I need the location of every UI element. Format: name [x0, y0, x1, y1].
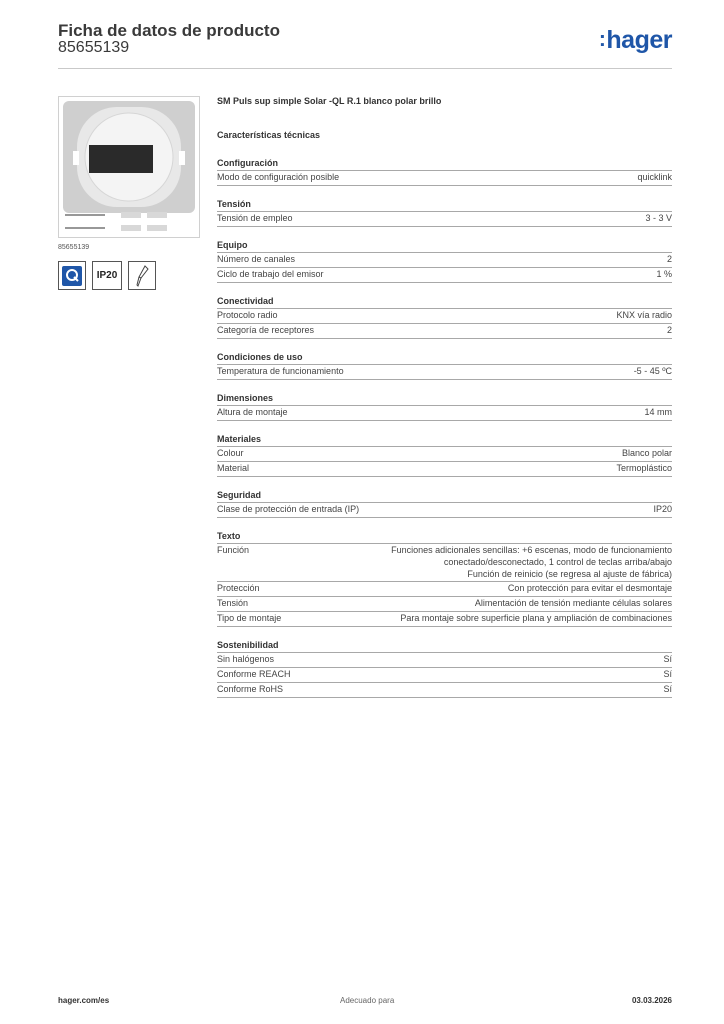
spec-value: Sí	[663, 654, 672, 664]
section-title: Condiciones de uso	[217, 352, 303, 362]
spec-value: Alimentación de tensión mediante células solares	[474, 598, 672, 608]
spec-row	[217, 611, 672, 627]
spec-value: 2	[666, 325, 672, 335]
spec-row	[217, 252, 672, 267]
spec-key: Función	[217, 545, 250, 555]
product-code-label: 85655139	[58, 244, 90, 251]
spec-value: 3 - 3 V	[645, 213, 672, 223]
spec-row	[217, 364, 672, 380]
spec-value: Sí	[663, 669, 672, 679]
quicklink-badge-icon	[58, 261, 86, 290]
section-title: Dimensiones	[217, 393, 274, 403]
spec-key: Número de canales	[217, 254, 296, 264]
spec-value: Termoplástico	[616, 463, 672, 473]
spec-key: Altura de montaje	[217, 407, 288, 417]
spec-key: Protección	[217, 583, 260, 593]
spec-row	[217, 667, 672, 682]
spec-value	[259, 544, 672, 581]
ip20-badge: IP20	[92, 261, 122, 290]
spec-key: Protocolo radio	[217, 310, 278, 320]
spec-row	[217, 461, 672, 477]
spec-section	[217, 239, 672, 283]
spec-value: Para montaje sobre superficie plana y ampliación de combinaciones	[400, 613, 672, 623]
spec-value-line: Función de reinicio (se regresa al ajuste de fábrica)	[467, 569, 672, 579]
spec-section	[217, 433, 672, 477]
product-illustration	[59, 97, 199, 237]
hager-logo: :hager	[598, 26, 672, 54]
spec-row	[217, 170, 672, 186]
spec-key: Sin halógenos	[217, 654, 275, 664]
spec-row	[217, 596, 672, 611]
spec-value-line: Funciones adicionales sencillas: +6 escenas, modo de funcionamiento	[391, 545, 672, 555]
spec-key: Material	[217, 463, 250, 473]
header-divider	[58, 68, 672, 69]
spec-value: Con protección para evitar el desmontaje	[507, 583, 672, 593]
spec-key: Ciclo de trabajo del emisor	[217, 269, 324, 279]
spec-value: 2	[666, 254, 672, 264]
spec-key: Categoría de receptores	[217, 325, 315, 335]
spec-row	[217, 581, 672, 596]
spec-key: Colour	[217, 448, 244, 458]
section-title: Materiales	[217, 434, 262, 444]
spec-row	[217, 323, 672, 339]
spec-section	[217, 351, 672, 380]
footer-date: 03.03.2026	[631, 996, 672, 1005]
spec-row	[217, 652, 672, 667]
spec-row	[217, 308, 672, 323]
section-title: Tensión	[217, 199, 251, 209]
spec-value: 14 mm	[644, 407, 672, 417]
spec-value: quicklink	[637, 172, 672, 182]
section-title: Sostenibilidad	[217, 640, 279, 650]
spec-value: Blanco polar	[621, 448, 672, 458]
spec-value: Sí	[663, 684, 672, 694]
section-title: Seguridad	[217, 490, 262, 500]
spec-row	[217, 211, 672, 227]
spec-row	[217, 267, 672, 283]
spec-section	[217, 639, 672, 698]
spec-key: Conforme RoHS	[217, 684, 284, 694]
spec-section	[217, 295, 672, 339]
logo-text: hager	[606, 26, 672, 54]
footer-middle: Adecuado para	[340, 996, 395, 1005]
footer-website: hager.com/es	[58, 996, 110, 1005]
spec-section	[217, 392, 672, 421]
spec-value: IP20	[653, 504, 672, 514]
screwdriver-icon	[128, 261, 156, 290]
spec-value: -5 - 45 ºC	[633, 366, 672, 376]
spec-key: Clase de protección de entrada (IP)	[217, 504, 360, 514]
spec-key: Conforme REACH	[217, 669, 291, 679]
product-image	[58, 96, 200, 238]
section-title: Texto	[217, 531, 241, 541]
spec-row	[217, 446, 672, 461]
spec-section	[217, 489, 672, 518]
section-title: Conectividad	[217, 296, 274, 306]
section-title: Equipo	[217, 240, 248, 250]
spec-row	[217, 405, 672, 421]
spec-row	[217, 502, 672, 518]
section-title: Configuración	[217, 158, 278, 168]
spec-value: KNX vía radio	[616, 310, 672, 320]
spec-key: Modo de configuración posible	[217, 172, 340, 182]
spec-content	[217, 96, 672, 698]
spec-key: Tipo de montaje	[217, 613, 282, 623]
spec-sections	[217, 157, 672, 698]
spec-value-line: conectado/desconectado, 1 control de teclas arriba/abajo	[443, 557, 672, 567]
spec-row	[217, 682, 672, 698]
spec-key: Temperatura de funcionamiento	[217, 366, 344, 376]
page-title: Ficha de datos de producto	[58, 21, 280, 40]
product-code-header: 85655139	[58, 39, 130, 56]
spec-section	[217, 198, 672, 227]
spec-section	[217, 157, 672, 186]
spec-key: Tensión	[217, 598, 249, 608]
product-name: SM Puls sup simple Solar -QL R.1 blanco polar brillo	[217, 96, 442, 106]
spec-row	[217, 543, 672, 581]
spec-heading: Características técnicas	[217, 130, 321, 140]
spec-value: 1 %	[656, 269, 672, 279]
spec-section	[217, 530, 672, 627]
badge-row	[58, 261, 156, 290]
spec-key: Tensión de empleo	[217, 213, 293, 223]
